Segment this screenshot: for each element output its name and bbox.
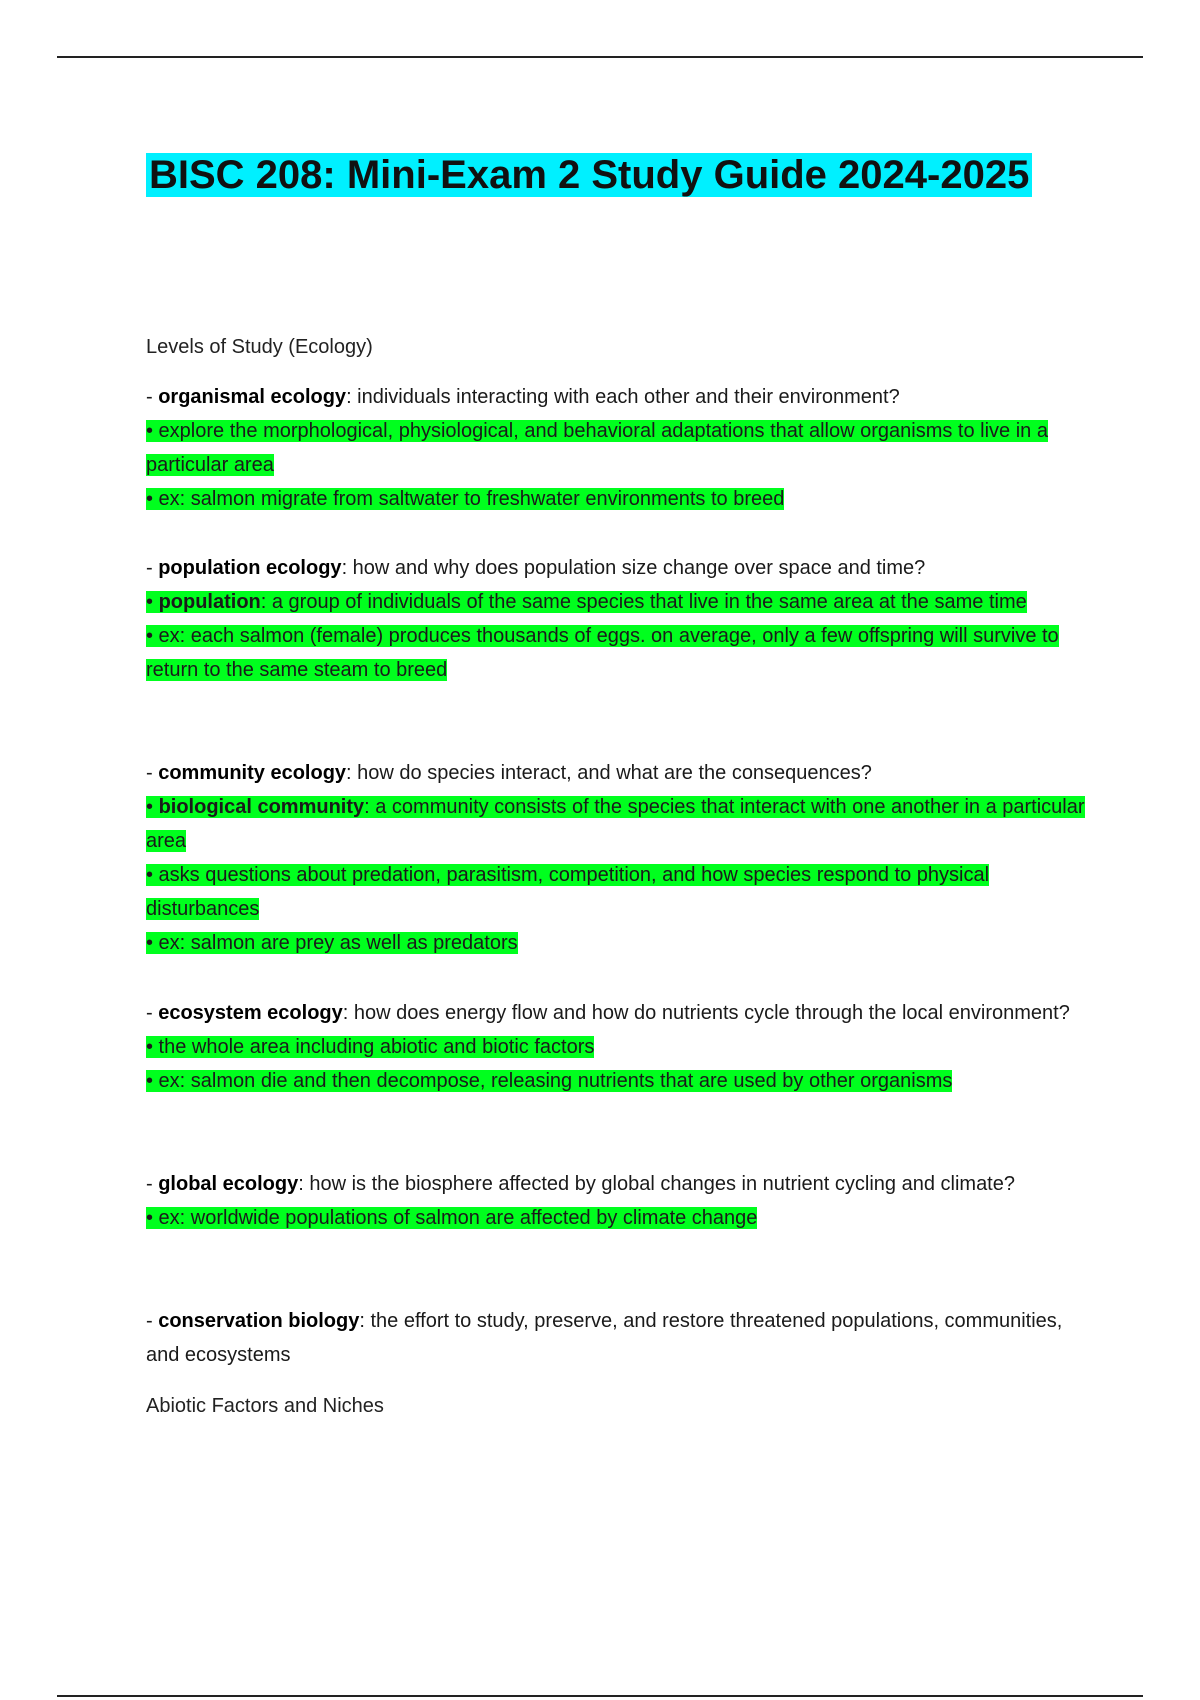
- section-heading-levels: Levels of Study (Ecology): [146, 336, 373, 358]
- highlight-bullet: • ex: salmon are prey as well as predators: [146, 932, 518, 954]
- highlight-bullet: • ex: worldwide populations of salmon are affected by climate change: [146, 1207, 758, 1229]
- highlight-bullet: • biological community: a community consists of the species that interact with one another in a particular area: [146, 796, 1085, 852]
- highlight-bullet: • ex: salmon migrate from saltwater to freshwater environments to breed: [146, 488, 785, 510]
- entry-community-ecology: [146, 756, 1096, 960]
- section-heading-abiotic: Abiotic Factors and Niches: [146, 1395, 384, 1417]
- entry-conservation-biology: [146, 1304, 1096, 1372]
- highlight-bullet: • ex: salmon die and then decompose, releasing nutrients that are used by other organisms: [146, 1070, 953, 1092]
- bottom-rule: [57, 1695, 1143, 1697]
- entry-question: - conservation biology: the effort to study, preserve, and restore threatened populations, communities, and ecosystems: [146, 1310, 1063, 1366]
- highlight-bullet: • population: a group of individuals of the same species that live in the same area at the same time: [146, 591, 1027, 613]
- entry-ecosystem-ecology: [146, 996, 1096, 1098]
- highlight-bullet: • asks questions about predation, parasitism, competition, and how species respond to physical disturbances: [146, 864, 990, 920]
- entry-question: - community ecology: how do species interact, and what are the consequences?: [146, 762, 872, 784]
- entry-question: - population ecology: how and why does population size change over space and time?: [146, 557, 926, 579]
- entry-term: organismal ecology: [158, 386, 347, 408]
- entry-population-ecology: [146, 551, 1096, 687]
- highlight-bullet: • explore the morphological, physiological, and behavioral adaptations that allow organisms to live in a particular area: [146, 420, 1048, 476]
- entry-term: global ecology: [158, 1173, 299, 1195]
- highlight-bullet: • the whole area including abiotic and biotic factors: [146, 1036, 595, 1058]
- highlight-bullet: • ex: each salmon (female) produces thousands of eggs. on average, only a few offspring will survive to return to the same steam to breed: [146, 625, 1059, 681]
- entry-organismal-ecology: [146, 380, 1096, 516]
- entry-question: - ecosystem ecology: how does energy flow and how do nutrients cycle through the local environment?: [146, 1002, 1070, 1024]
- top-rule: [57, 56, 1143, 58]
- entry-term: ecosystem ecology: [158, 1002, 343, 1024]
- entry-question: - organismal ecology: individuals interacting with each other and their environment?: [146, 386, 900, 408]
- entry-term: community ecology: [158, 762, 347, 784]
- document-title: BISC 208: Mini-Exam 2 Study Guide 2024-2025: [146, 146, 1032, 204]
- entry-term: population ecology: [158, 557, 342, 579]
- entry-global-ecology: [146, 1167, 1096, 1235]
- entry-question: - global ecology: how is the biosphere affected by global changes in nutrient cycling and climate?: [146, 1173, 1015, 1195]
- entry-term: conservation biology: [158, 1310, 360, 1332]
